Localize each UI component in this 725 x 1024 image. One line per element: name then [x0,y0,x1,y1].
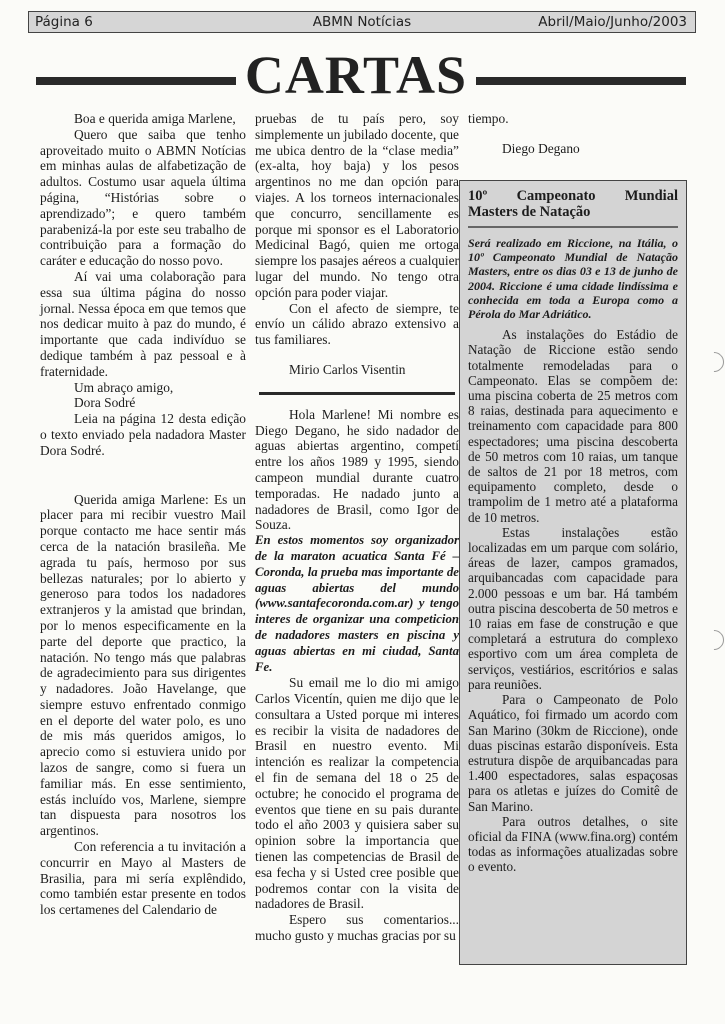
letter-closing: Um abraço amigo, [74,379,174,395]
box-paragraph: Estas instalações estão localizadas em um parque com solário, áreas de lazer, campos gramados, arquibancadas com capacidade para 2.000 pessoas e um bar. Há também outra piscina descoberta de 50 metros e 10 raias em fase de construção e que completará a estrutura do complexo esportivo com um área completa de serviços, vestiários, escritórios e salas para reuniões. [468,524,678,692]
letter-paragraph: Con referencia a tu invitación a concurrir en Mayo al Masters de Brasilia, para mi sería explêndido, como también estar presente en todos los certamenes del Calendario de [40,839,246,918]
title-rule-left [36,77,236,85]
punch-hole [700,626,725,654]
section-title: CARTAS [244,45,468,105]
letter-note: Leia na página 12 desta edição o texto enviado pela nadadora Master Dora Sodré. [40,411,246,458]
box-paragraph: Para outros detalhes, o site oficial da FINA (www.fina.org) contém todas as informações atualizadas sobre o evento. [468,813,678,875]
letter-paragraph: Aí vai uma colaboração para essa sua última página do nosso jornal. Nessa época em que temos que nos dedicar muito à paz do mundo, é importante que cada indivíduo se dedique também à paz pessoal e à fraternidade. [40,268,246,379]
title-rule-right [476,77,686,85]
box-paragraph: As instalações do Estádio de Natação de Riccione estão sendo totalmente remodeladas para o Campeonato. Elas se compõem de: uma piscina coberta de 25 metros com 8 raias, destinada para aquecimento e treinamento com capacidade para 800 espectadores; uma piscina descoberta de 50 metros com 10 raias, um tanque de saltos de 21 por 18 metros, com equipamento completo, desde o trampolim de 1 metro até a plataforma de 10 metros. [468,327,678,525]
letter-paragraph: Quero que saiba que tenho aproveitado muito o ABMN Notícias em minhas aulas de alfabetização de adultos. Costumo usar aquela última página, “Histórias sobre o aprendizado”; e quero também parabenizá-la por este seu trabalho de contribuição para a formação do caráter e educação do nosso povo. [40,126,246,269]
box-title: 10º Campeonato Mundial Masters de Natação [468,188,678,220]
column-3 [468,111,688,157]
letter-highlight: En estos momentos soy organizador de la maraton acuatica Santa Fé – Coronda, la prueba mas importante de aguas abiertas del mundo (www.santafecoronda.com.ar) y tengo interes de organizar una competicion de nadadores masters en piscina y aguas abiertas en mi ciudad, Santa Fe. [255,533,459,674]
letter-paragraph: tiempo. [468,111,509,126]
letter-paragraph: Hola Marlene! Mi nombre es Diego Degano, he sido nadador de aguas abiertas argentino, competí entre los años 1989 y 1995, siendo campeon mundial durante cuatro temporadas. He nadado junto a nadadores de Brasil, como Igor de Souza. [255,406,459,533]
issue-date: Abril/Maio/Junho/2003 [538,14,687,30]
box-divider [468,226,678,228]
page-number: Página 6 [35,14,93,30]
box-lead: Será realizado em Riccione, na Itália, o 10º Campeonato Mundial de Natação Masters, entre os dias 03 e 13 de junho de 2004. Riccione é uma cidade lindíssima e conhecida em toda a Europa como a Pérola do Mar Adriático. [468,236,678,322]
letter-closing: Con el afecto de siempre, te envío un cálido abrazo extensivo a tus familiares. [255,300,459,348]
publication-name: ABMN Notícias [312,14,412,30]
championship-box [459,180,687,965]
letter-paragraph: Su email me lo dio mi amigo Carlos Vicentín, quien me dijo que le consultara a Usted porque mi interes es recibir la visita de nadadores de Brasil en nuestro evento. Mi intención es realizar la competencia el fin de semana del 18 o 25 de octubre; he conocido el programa de eventos que tiene en su pais durante todo el año 2003 y quisiera saber su opinion sobre la importancia que tienen las competencias de Brasil de esa fecha y si Usted cree posible que podremos contar con la visita de nadadores de Brasil. [255,675,459,912]
page-header [28,11,696,33]
letter-paragraph: Querida amiga Marlene: Es un placer para mi recibir vuestro Mail porque contacto me hace sentir más cerca de la natación brasileña. Me agrada tu país, hermoso por sus bellezas naturales; por lo abierto y generoso para todos los nadadores extranjeros y la amistad que brindan, por lo menos especificamente en la parte del deporte que practico, la natación. No tengo más que palabras de agradecimiento para sus dirigentes y nadadores. João Havelange, que siempre estuvo enfrentado conmigo en el deporte del water polo, es uno de mis más queridos amigos, lo aprecio como si estuviera unido por lazos de sangre, como si fuera un familiar más. En esse sentimiento, estás incluído vos, Marlene, siempre tan dispuesta para nosotros los argentinos. [40,491,246,839]
letter-paragraph: Espero sus comentarios... mucho gusto y muchas gracias por su [255,912,459,944]
letter-paragraph: pruebas de tu país pero, soy simplemente un jubilado docente, que me ubica dentro de la “clase media” (ex-alta, hoy baja) y los pesos argentinos no me dan opción para viajes. A los torneos internacionales que concurro, sencillamente es porque mi sponsor es el Laboratorio Medicinal Bagó, quien me ortoga siempre los pasajes aéreos a cualquier lugar del mundo. No tengo otra opción para poder viajar. [255,111,459,300]
column-1 [40,111,246,918]
column-2 [255,111,459,944]
punch-hole [700,348,725,376]
letter-greeting: Boa e querida amiga Marlene, [74,111,236,126]
letter-signature: Dora Sodré [74,395,136,411]
box-paragraph: Para o Campeonato de Polo Aquático, foi firmado um acordo com San Marino (30km de Riccione), onde duas piscinas estarão disponíveis. Esta estrutura dispõe de arquibancadas para 1.400 espectadores, salas espaçosas para os atletas e juízes do Comitê de San Marino. [468,692,678,814]
letter-signature: Mirio Carlos Visentin [289,361,406,377]
letter-signature: Diego Degano [502,140,580,156]
